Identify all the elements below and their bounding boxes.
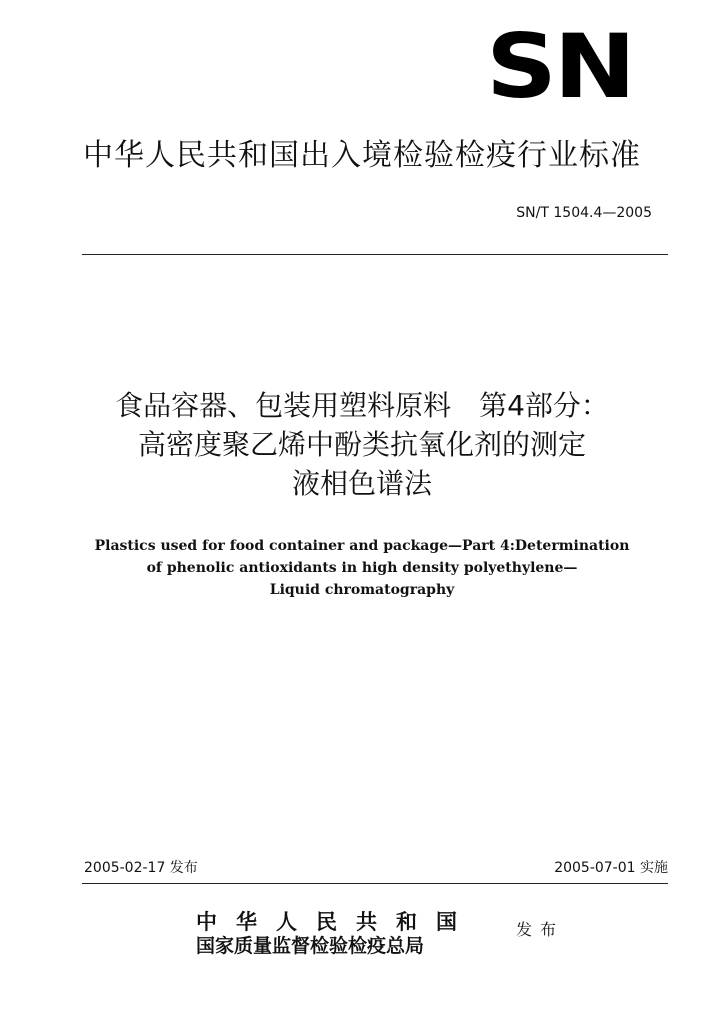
english-title bbox=[0, 535, 724, 601]
header-divider bbox=[82, 254, 668, 255]
issuer-line-2: 国家质量监督检验检疫总局 bbox=[196, 935, 425, 957]
effective-date: 2005-07-01 实施 bbox=[554, 860, 668, 876]
english-title-line-1: Plastics used for food container and package—Part 4:Determination bbox=[94, 538, 630, 554]
organization-title: 中华人民共和国出入境检验检疫行业标准 bbox=[83, 138, 641, 173]
chinese-title-line-1: 食品容器、包装用塑料原料 第4部分： bbox=[115, 389, 609, 422]
english-title-line-2: of phenolic antioxidants in high density polyethylene— bbox=[146, 560, 578, 576]
issuing-authority bbox=[196, 910, 476, 958]
standard-code: SN/T 1504.4—2005 bbox=[516, 205, 652, 221]
footer-divider bbox=[82, 883, 668, 884]
issue-date: 2005-02-17 发布 bbox=[84, 860, 198, 876]
chinese-title-line-2: 高密度聚乙烯中酚类抗氧化剂的测定 bbox=[137, 428, 586, 461]
issuer-line-1: 中华人民共和国 bbox=[196, 909, 476, 934]
chinese-title-line-3: 液相色谱法 bbox=[291, 467, 432, 500]
chinese-title bbox=[0, 386, 724, 503]
english-title-line-3: Liquid chromatography bbox=[269, 582, 455, 598]
sn-logo: SN bbox=[486, 15, 633, 118]
publish-label: 发布 bbox=[516, 920, 565, 939]
